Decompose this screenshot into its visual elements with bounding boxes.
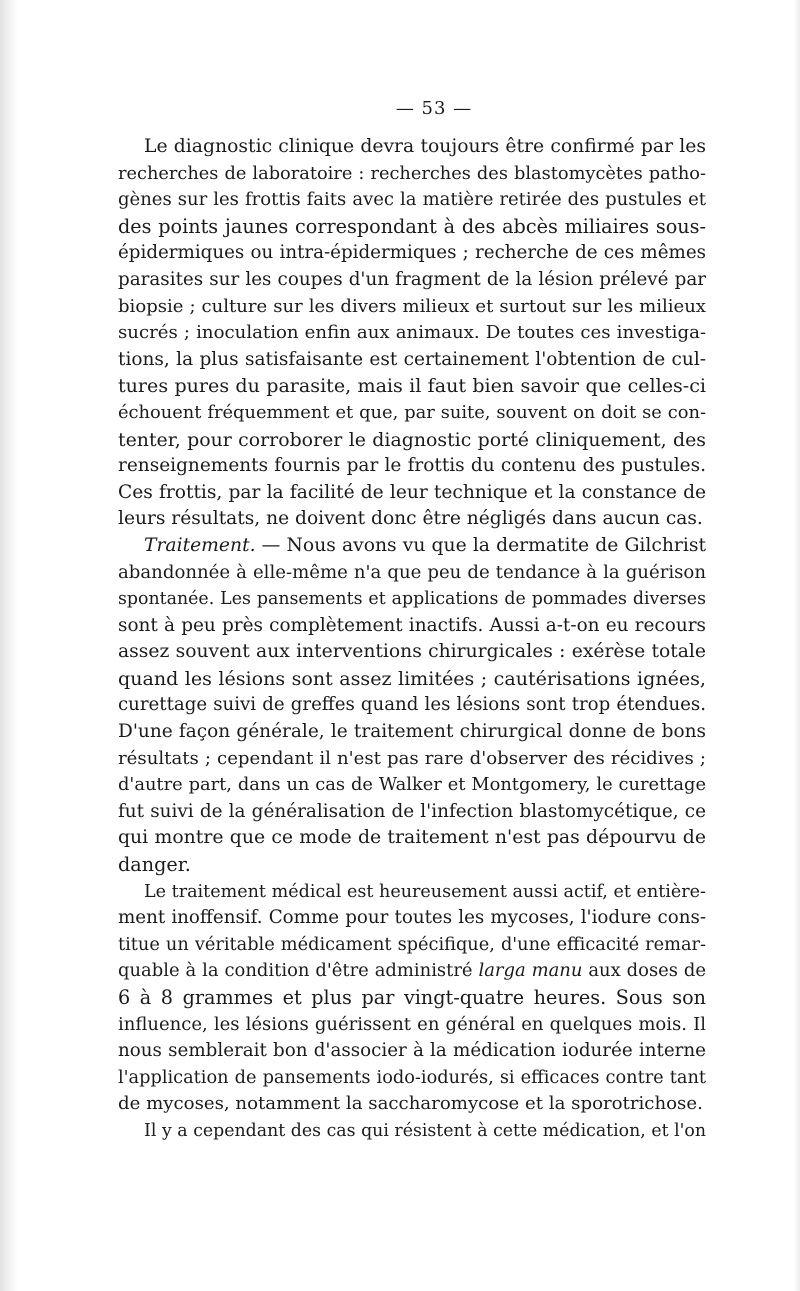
text-line: curettage suivi de greffes quand les lésions sont trop étendues. xyxy=(118,694,706,716)
text-line: leurs résultats, ne doivent donc être négligés dans aucun cas. xyxy=(118,508,703,530)
page-number: — 53 — xyxy=(395,98,473,119)
italic-phrase: larga manu xyxy=(478,960,583,982)
text-line: abandonnée à elle-même n'a que peu de tendance à la guérison xyxy=(118,561,706,583)
text-run: aux doses de xyxy=(582,960,707,982)
text-line: parasites sur les coupes d'un fragment de la lésion prélevé par xyxy=(118,268,706,290)
paragraph-traitement-medical xyxy=(118,879,706,1118)
text-line: 6 à 8 grammes et plus par vingt-quatre heures. Sous son xyxy=(118,986,706,1009)
text-line: renseignements fournis par le frottis du contenu des pustules. xyxy=(118,455,706,477)
text-line: échouent fréquemment et que, par suite, souvent on doit se con- xyxy=(118,401,706,423)
text-line: recherches de laboratoire : recherches des blastomycètes patho- xyxy=(118,163,706,184)
text-line: spontanée. Les pansements et applications de pommades diverses xyxy=(118,589,706,610)
text-line xyxy=(118,958,706,985)
text-line: nous semblerait bon d'associer à la médication iodurée interne xyxy=(118,1040,706,1062)
paragraph-resistance xyxy=(118,1118,706,1145)
scan-left-shadow xyxy=(0,0,18,1291)
text-line: tures pures du parasite, mais il faut bien savoir que celles-ci xyxy=(118,375,706,398)
text-line: assez souvent aux interventions chirurgicales : exérèse totale xyxy=(118,641,706,663)
text-line: biopsie ; culture sur les divers milieux et surtout sur les milieux xyxy=(118,295,706,317)
text-line: fut suivi de la généralisation de l'infection blastomycétique, ce xyxy=(118,800,706,822)
text-line: titue un véritable médicament spécifique, d'une efficacité remar- xyxy=(118,934,706,955)
section-heading-traitement: Traitement. xyxy=(144,534,256,556)
paragraph-diagnostic xyxy=(118,134,706,533)
text-line: Le traitement médical est heureusement aussi actif, et entière- xyxy=(144,881,706,902)
scan-right-shadow xyxy=(794,0,800,1291)
text-line: quand les lésions sont assez limitées ; cautérisations ignées, xyxy=(118,667,706,690)
text-line: influence, les lésions guérissent en général en quelques mois. Il xyxy=(118,1013,706,1035)
text-line: l'application de pansements iodo-iodurés, si efficaces contre tant xyxy=(118,1067,706,1088)
text-line: sucrés ; inoculation enfin aux animaux. De toutes ces investiga- xyxy=(118,322,706,344)
text-line: de mycoses, notamment la saccharomycose et la sporotrichose. xyxy=(118,1093,703,1115)
text-line: tenter, pour corroborer le diagnostic porté cliniquement, des xyxy=(118,428,706,451)
text-line: sont à peu près complètement inactifs. Aussi a-t-on eu recours xyxy=(118,614,706,636)
text-line: danger. xyxy=(118,853,191,877)
text-line: Il y a cependant des cas qui résistent à cette médication, et l'on xyxy=(144,1120,706,1141)
text-line: ment inoffensif. Comme pour toutes les mycoses, l'iodure cons- xyxy=(118,907,706,929)
text-line: qui montre que ce mode de traitement n'est pas dépourvu de xyxy=(118,827,706,849)
text-line xyxy=(118,533,706,560)
text-line: épidermiques ou intra-épidermiques ; recherche de ces mêmes xyxy=(118,242,706,264)
text-line: tions, la plus satisfaisante est certainement l'obtention de cul- xyxy=(118,348,706,370)
paragraph-traitement xyxy=(118,533,706,879)
text-run: — Nous avons vu que la dermatite de Gilchrist xyxy=(255,534,706,556)
text-line: Ces frottis, par la facilité de leur technique et la constance de xyxy=(118,481,706,503)
text-line: Le diagnostic clinique devra toujours être confirmé par les xyxy=(144,136,706,157)
text-line: des points jaunes correspondant à des abcès miliaires sous- xyxy=(118,214,706,238)
book-page xyxy=(118,96,706,1145)
text-line: gènes sur les frottis faits avec la matière retirée des pustules et xyxy=(118,189,706,211)
text-run: quable à la condition d'être administré xyxy=(118,960,479,982)
text-line: d'autre part, dans un cas de Walker et Montgomery, le curettage xyxy=(118,774,706,796)
text-line: résultats ; cependant il n'est pas rare d'observer des récidives ; xyxy=(118,747,706,769)
text-line: D'une façon générale, le traitement chirurgical donne de bons xyxy=(118,721,706,743)
